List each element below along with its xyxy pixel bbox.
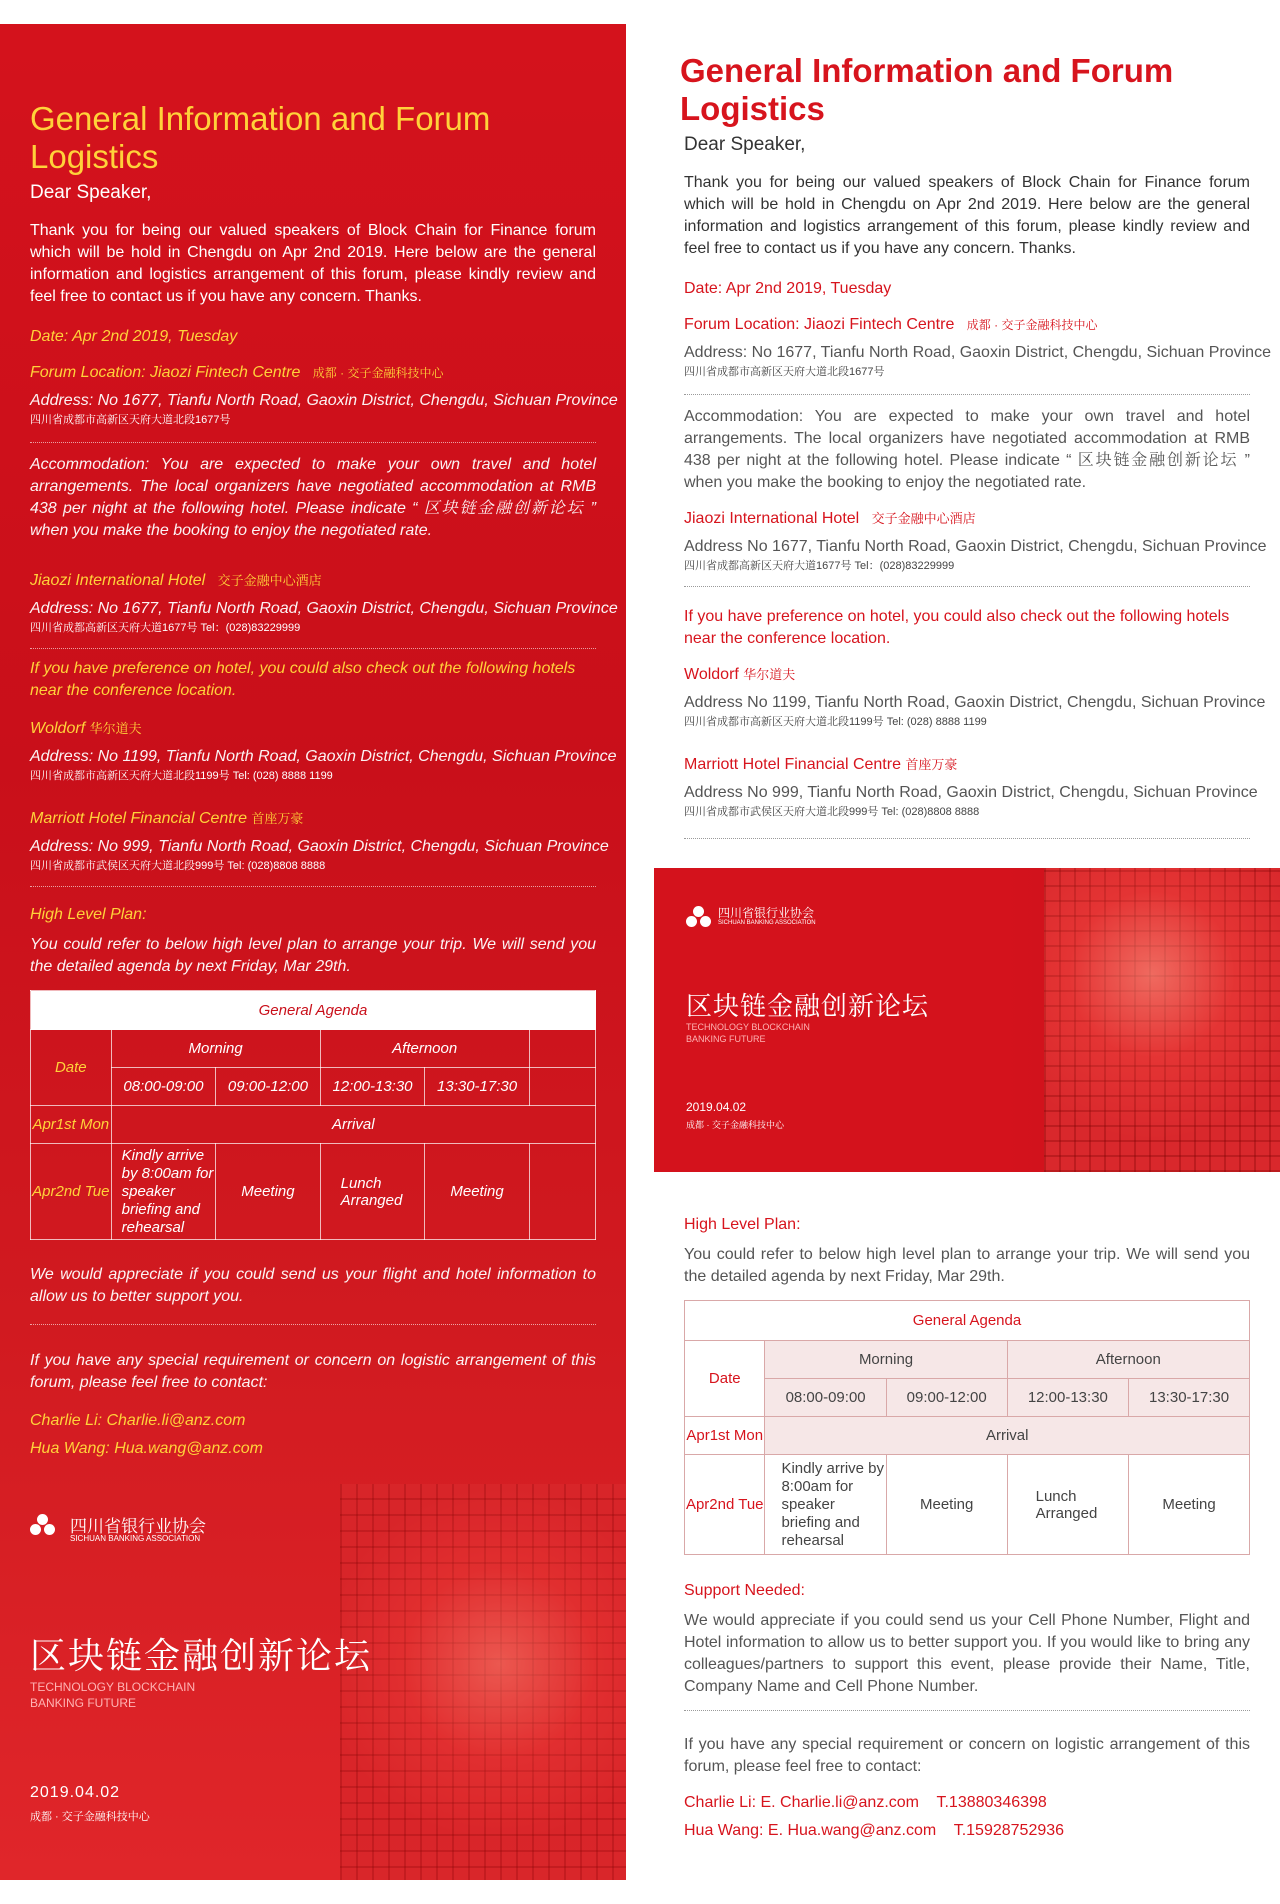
banner-event-date: 2019.04.02 [686, 1100, 747, 1114]
agenda-day1: Apr1st Mon [685, 1417, 765, 1455]
agenda-slot: 08:00-09:00 [111, 1068, 216, 1106]
forum-banner [654, 868, 1280, 1172]
agenda-day2: Apr2nd Tue [685, 1455, 765, 1555]
right-greeting: Dear Speaker, [684, 134, 806, 155]
left-flyer [0, 24, 626, 1880]
right-plan-text: You could refer to below high level plan to arrange your trip. We will send you the detailed agenda by next Friday, Mar 29th. [684, 1246, 1250, 1285]
hotel3-cn: 首座万豪 [251, 811, 304, 826]
agenda-slot: 12:00-13:30 [320, 1068, 425, 1106]
support-text: We would appreciate if you could send us your Cell Phone Number, Flight and Hotel information to allow us to better support you. If you would like to bring any colleagues/partners to support this event, please provide their Name, Title, Company Name and Cell Phone Number. [684, 1612, 1250, 1695]
divider [30, 886, 596, 887]
event-date: Date: Apr 2nd 2019, Tuesday [30, 328, 238, 345]
banner-forum-subtitle-1: TECHNOLOGY BLOCKCHAIN [686, 1022, 810, 1032]
hotel2-address-cn: 四川省成都市高新区天府大道北段1199号 Tel: (028) 8888 1199 [30, 770, 333, 782]
agenda-day2-slot3: Lunch Arranged [1007, 1455, 1128, 1555]
right-location-cn: 成都 · 交子金融科技中心 [966, 318, 1098, 332]
association-logo-icon [686, 906, 712, 928]
event-place-banner: 成都 · 交子金融科技中心 [30, 1811, 150, 1823]
greeting: Dear Speaker, [30, 182, 152, 203]
agenda-date-header: Date [685, 1341, 765, 1417]
hotel2-name: Woldorf [30, 720, 86, 737]
hotel-preference: If you have preference on hotel, you could also check out the following hotels near the conference location. [30, 660, 576, 699]
agenda-slot: 08:00-09:00 [765, 1379, 886, 1417]
hotel1-address-cn: 四川省成都高新区天府大道1677号 Tel：(028)83229999 [30, 622, 301, 634]
right-contact-1[interactable]: Charlie Li: E. Charlie.li@anz.com T.13880346398 [684, 1794, 1047, 1811]
agenda-day1-item: Arrival [765, 1417, 1250, 1455]
right-event-date: Date: Apr 2nd 2019, Tuesday [684, 280, 892, 297]
banner-association-logo [686, 906, 712, 933]
right-hotel2-address-cn: 四川省成都市高新区天府大道北段1199号 Tel: (028) 8888 1199 [684, 716, 987, 728]
right-page-title: General Information and Forum Logistics [680, 52, 1174, 127]
right-hotel2-cn: 华尔道夫 [743, 667, 796, 682]
agenda-slot: 12:00-13:30 [1007, 1379, 1128, 1417]
location-cn: 成都 · 交子金融科技中心 [312, 366, 444, 380]
right-location-label [684, 314, 1097, 336]
right-plan-heading: High Level Plan: [684, 1216, 801, 1233]
agenda-day2: Apr2nd Tue [31, 1144, 112, 1240]
right-location-name: Forum Location: Jiaozi Fintech Centre [684, 316, 955, 333]
agenda-day2-slot4: Meeting [425, 1144, 529, 1240]
accommodation-text: Accommodation: You are expected to make your own travel and hotel arrangements. The local organizers have negotiated accommodation at RMB 438 per night at the following hotel. Please indicate “ 区块链金融创新论坛 ” when you make the booking to enjoy the negotiated rate. [30, 456, 596, 539]
association-name-cn: 四川省银行业协会 [70, 1517, 206, 1536]
right-hotel3-address: Address No 999, Tianfu North Road, Gaoxin District, Chengdu, Sichuan Province [684, 784, 1258, 801]
right-hotel1-address-cn: 四川省成都高新区天府大道1677号 Tel：(028)83229999 [684, 560, 955, 572]
divider [684, 586, 1250, 587]
pixel-art-decoration [340, 1484, 626, 1880]
agenda-slot: 09:00-12:00 [216, 1068, 320, 1106]
association-logo [30, 1514, 56, 1541]
right-intro-text: Thank you for being our valued speakers of Block Chain for Finance forum which will be hold in Chengdu on Apr 2nd 2019. Here below are the general information and logistics arrangement of this forum, please kindly review and feel free to contact us if you have any concern. Thanks. [684, 174, 1250, 257]
hotel3-address-cn: 四川省成都市武侯区天府大道北段999号 Tel: (028)8808 8888 [30, 860, 326, 872]
hotel2-cn: 华尔道夫 [89, 721, 142, 736]
right-special-text: If you have any special requirement or concern on logistic arrangement of this forum, please feel free to contact: [684, 1736, 1250, 1775]
agenda-day1-item: Arrival [111, 1106, 595, 1144]
right-hotel3-address-cn: 四川省成都市武侯区天府大道北段999号 Tel: (028)8808 8888 [684, 806, 980, 818]
banner-forum-title-cn: 区块链金融创新论坛 [686, 992, 930, 1022]
right-hotel3-title [684, 754, 957, 776]
right-hotel2-name: Woldorf [684, 666, 739, 683]
hotel1-name: Jiaozi International Hotel [30, 572, 206, 589]
agenda-day2-slot2: Meeting [886, 1455, 1007, 1555]
banner-event-place: 成都 · 交子金融科技中心 [686, 1120, 784, 1130]
hotel2-address: Address: No 1199, Tianfu North Road, Gaoxin District, Chengdu, Sichuan Province [30, 748, 617, 765]
location-address: Address: No 1677, Tianfu North Road, Gaoxin District, Chengdu, Sichuan Province [30, 392, 618, 409]
agenda-morning-header: Morning [111, 1030, 320, 1068]
divider [684, 1710, 1250, 1711]
right-hotel-preference: If you have preference on hotel, you could also check out the following hotels near the conference location. [684, 608, 1230, 647]
location-name: Forum Location: Jiaozi Fintech Centre [30, 364, 301, 381]
agenda-date-header: Date [31, 1030, 112, 1106]
divider [30, 1324, 596, 1325]
banner-forum-subtitle-2: BANKING FUTURE [686, 1034, 766, 1044]
intro-text: Thank you for being our valued speakers of Block Chain for Finance forum which will be hold in Chengdu on Apr 2nd 2019. Here below are the general information and logistics arrangement of this forum, please kindly review and feel free to contact us if you have any concern. Thanks. [30, 222, 596, 305]
support-heading: Support Needed: [684, 1582, 805, 1599]
right-location-address-cn: 四川省成都市高新区天府大道北段1677号 [684, 366, 885, 378]
hotel3-name: Marriott Hotel Financial Centre [30, 810, 247, 827]
right-contact-2[interactable]: Hua Wang: E. Hua.wang@anz.com T.15928752936 [684, 1822, 1065, 1839]
hotel1-address: Address: No 1677, Tianfu North Road, Gaoxin District, Chengdu, Sichuan Province [30, 600, 618, 617]
right-location-address: Address: No 1677, Tianfu North Road, Gaoxin District, Chengdu, Sichuan Province [684, 344, 1271, 361]
hotel2-title [30, 718, 142, 740]
agenda-day2-slot4: Meeting [1129, 1455, 1250, 1555]
special-text: If you have any special requirement or concern on logistic arrangement of this forum, please feel free to contact: [30, 1352, 596, 1391]
right-hotel1-name: Jiaozi International Hotel [684, 510, 860, 527]
banner-association-cn: 四川省银行业协会 [718, 906, 815, 920]
right-hotel2-address: Address No 1199, Tianfu North Road, Gaoxin District, Chengdu, Sichuan Province [684, 694, 1266, 711]
agenda-afternoon-header: Afternoon [1007, 1341, 1249, 1379]
plan-heading: High Level Plan: [30, 906, 147, 923]
hotel3-title [30, 808, 303, 830]
right-hotel1-title [684, 508, 976, 530]
association-logo-icon [30, 1514, 56, 1536]
agenda-table-left [30, 990, 596, 1240]
hotel3-address: Address: No 999, Tianfu North Road, Gaoxin District, Chengdu, Sichuan Province [30, 838, 609, 855]
agenda-day2-slot1: Kindly arrive by 8:00am for speaker briefing and rehearsal [765, 1455, 886, 1555]
right-hotel3-cn: 首座万豪 [905, 757, 958, 772]
plan-text: You could refer to below high level plan to arrange your trip. We will send you the detailed agenda by next Friday, Mar 29th. [30, 936, 596, 975]
agenda-title: General Agenda [685, 1301, 1250, 1341]
divider [684, 394, 1250, 395]
forum-subtitle-2: BANKING FUTURE [30, 1696, 137, 1710]
forum-title-cn: 区块链金融创新论坛 [30, 1636, 373, 1677]
agenda-slot: 09:00-12:00 [886, 1379, 1007, 1417]
divider [30, 648, 596, 649]
hotel1-title [30, 570, 322, 592]
agenda-day2-slot3: Lunch Arranged [320, 1144, 425, 1240]
event-date-banner: 2019.04.02 [30, 1784, 121, 1801]
pixel-art-decoration [1044, 868, 1280, 1172]
right-hotel3-name: Marriott Hotel Financial Centre [684, 756, 901, 773]
agenda-day2-slot2: Meeting [216, 1144, 320, 1240]
location-label [30, 362, 443, 384]
association-name-en: SICHUAN BANKING ASSOCIATION [70, 1534, 201, 1543]
location-address-cn: 四川省成都市高新区天府大道北段1677号 [30, 414, 231, 426]
agenda-afternoon-header: Afternoon [320, 1030, 529, 1068]
appreciate-text: We would appreciate if you could send us your flight and hotel information to allow us to better support you. [30, 1266, 596, 1305]
forum-subtitle-1: TECHNOLOGY BLOCKCHAIN [30, 1680, 196, 1694]
agenda-morning-header: Morning [765, 1341, 1007, 1379]
agenda-slot: 13:30-17:30 [1129, 1379, 1250, 1417]
page-title: General Information and Forum Logistics [30, 100, 491, 175]
right-hotel1-cn: 交子金融中心酒店 [871, 511, 976, 526]
banner-association-en: SICHUAN BANKING ASSOCIATION [718, 920, 816, 926]
agenda-day1: Apr1st Mon [31, 1106, 112, 1144]
contact-2[interactable]: Hua Wang: Hua.wang@anz.com [30, 1440, 263, 1457]
contact-1[interactable]: Charlie Li: Charlie.li@anz.com [30, 1412, 246, 1429]
right-accommodation-text: Accommodation: You are expected to make your own travel and hotel arrangements. The local organizers have negotiated accommodation at RMB 438 per night at the following hotel. Please indicate “ 区块链金融创新论坛 ” when you make the booking to enjoy the negotiated rate. [684, 408, 1250, 491]
agenda-day2-slot1: Kindly arrive by 8:00am for speaker briefing and rehearsal [111, 1144, 216, 1240]
divider [684, 838, 1250, 839]
agenda-table-right [684, 1300, 1250, 1555]
right-hotel2-title [684, 664, 795, 686]
divider [30, 442, 596, 443]
agenda-title: General Agenda [31, 991, 596, 1030]
right-hotel1-address: Address No 1677, Tianfu North Road, Gaoxin District, Chengdu, Sichuan Province [684, 538, 1267, 555]
hotel1-cn: 交子金融中心酒店 [217, 573, 322, 588]
agenda-slot: 13:30-17:30 [425, 1068, 529, 1106]
